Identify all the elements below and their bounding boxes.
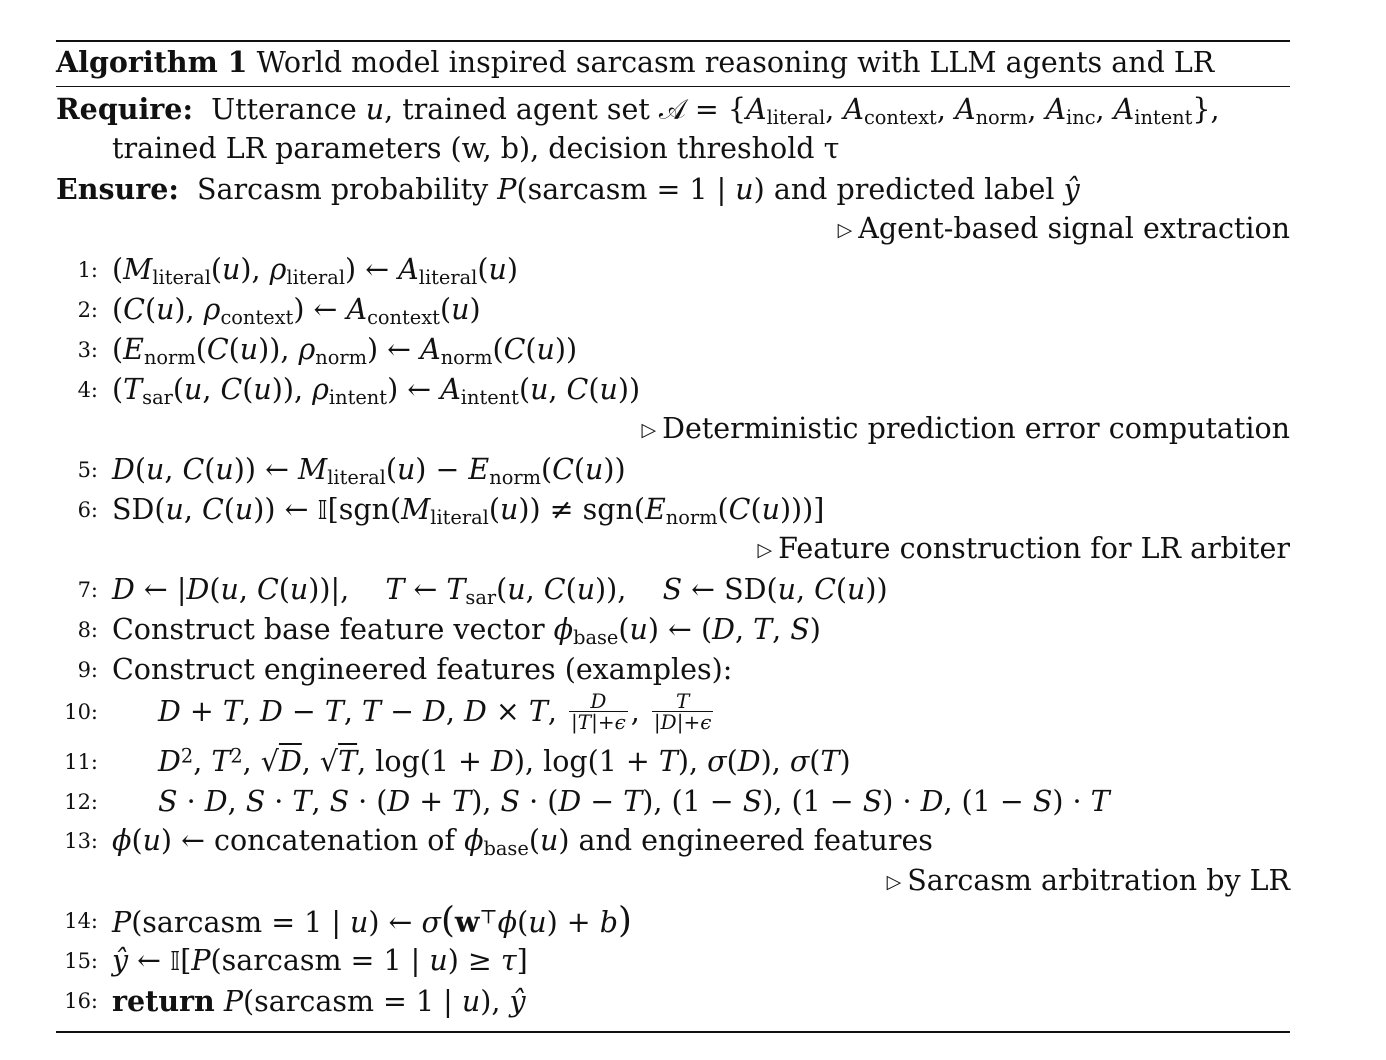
algo-line-11	[0, 742, 1386, 782]
line-statement: ŷ ← 𝕀[P(sarcasm = 1 | u) ≥ τ]	[112, 944, 528, 977]
line-number: 9:	[77, 658, 98, 682]
algo-line-1	[0, 250, 1386, 290]
algo-line-14	[0, 901, 1386, 941]
line-statement: (C(u), $\rho_{context}$) ← $A_{context}(u)$	[112, 293, 481, 329]
line-number: 10:	[64, 700, 98, 724]
fraction-t-over-d: $\frac{T}{|D|+\epsilon}$	[653, 689, 712, 734]
comment-triangle-icon: ▷	[641, 419, 657, 441]
algo-line-5	[0, 450, 1386, 490]
require-text: Utterance u, trained agent set 𝒜 = {$A_{literal}$, $A_{context}$, $A_{norm}$, $A_{inc}$, $A_{intent}$},	[202, 93, 1220, 129]
require-keyword: Require:	[56, 92, 193, 126]
algo-line-15	[0, 941, 1386, 981]
algo-line-13	[0, 821, 1386, 861]
algorithm-title: World model inspired sarcasm reasoning with LLM agents and LR	[256, 46, 1215, 79]
algorithm-caption	[0, 42, 1386, 82]
line-statement: D + T, D − T, T − D, D × T, $\frac{D}{|T|+\epsilon}$ , $\frac{T}{|D|+\epsilon}$	[158, 689, 712, 734]
line-statement: D(u, C(u)) ← $M_{literal}(u) - E_{norm}(C(u))$	[112, 453, 626, 489]
line-13-tail: and engineered features	[569, 824, 933, 857]
line-number: 16:	[64, 989, 98, 1013]
line-number: 5:	[77, 458, 98, 482]
line-number: 12:	[64, 790, 98, 814]
algorithm-label: Algorithm 1	[56, 45, 248, 79]
ensure-text: Sarcasm probability P(sarcasm = 1 | u) and predicted label ŷ	[187, 173, 1080, 206]
fraction-d-over-t: $\frac{D}{|T|+\epsilon}$	[571, 689, 626, 734]
line-statement: Construct engineered features (examples):	[112, 653, 733, 686]
ensure-line	[0, 169, 1386, 209]
algo-line-16	[0, 981, 1386, 1021]
comment-agent-signal	[0, 209, 1386, 249]
line-statement: P(sarcasm = 1 | u) ← σ(w⊤ϕ(u) + b)	[112, 900, 632, 941]
line-number: 6:	[77, 498, 98, 522]
line-statement: Construct base feature vector $\phi_{base}(u)$ ← (D, T, S)	[112, 613, 821, 649]
ensure-keyword: Ensure:	[56, 172, 179, 206]
algo-line-12	[0, 782, 1386, 822]
line-statement: S · D, S · T, S · (D + T), S · (D − T), (1 − S), (1 − S) · D, (1 − S) · T	[158, 785, 1110, 818]
require-text-2: trained LR parameters (w, b), decision threshold τ	[112, 132, 840, 165]
line-statement: return P(sarcasm = 1 | u), ŷ	[112, 984, 526, 1018]
caption-rule	[56, 86, 1290, 87]
line-13-word: concatenation of	[214, 824, 455, 857]
line-number: 1:	[77, 258, 98, 282]
line-number: 3:	[77, 338, 98, 362]
line-statement: ($M_{literal}(u)$, $\rho_{literal}$) ← $A_{literal}(u)$	[112, 253, 518, 289]
algo-line-2	[0, 290, 1386, 330]
line-number: 7:	[77, 578, 98, 602]
comment-text: Feature construction for LR arbiter	[778, 532, 1290, 565]
line-number: 11:	[64, 750, 98, 774]
line-statement: $D^2$, $T^2$, √D, √T, log(1 + D), log(1 + T), σ(D), σ(T)	[158, 744, 851, 778]
algo-line-8	[0, 610, 1386, 650]
comment-prediction-error	[0, 409, 1386, 449]
algo-line-10	[0, 689, 1386, 734]
line-number: 14:	[64, 909, 98, 933]
line-number: 15:	[64, 949, 98, 973]
require-line	[0, 89, 1386, 129]
line-number: 4:	[77, 378, 98, 402]
comment-triangle-icon: ▷	[886, 871, 902, 893]
bottom-rule	[56, 1031, 1290, 1033]
require-line-2	[0, 129, 1386, 169]
line-statement: SD(u, C(u)) ← $𝕀[sgn(M_{literal}(u)) \ne sgn(E_{norm}(C(u)))]$	[112, 493, 825, 529]
line-statement: ($E_{norm}(C(u))$, $\rho_{norm}$) ← $A_{norm}(C(u))$	[112, 333, 578, 369]
line-statement: ($T_{sar}(u$, C(u)), $\rho_{intent}$) ← $A_{intent}(u$, C(u))	[112, 373, 641, 409]
line-number: 2:	[77, 298, 98, 322]
comment-triangle-icon: ▷	[757, 539, 773, 561]
line-statement: ϕ(u) ← concatenation of $\phi_{base}(u)$ and engineered features	[112, 824, 933, 860]
comment-arbitration	[0, 861, 1386, 901]
line-statement: D ← |D(u, C(u))|, T ← $T_{sar}(u$, C(u)), S ← SD(u, C(u))	[112, 573, 888, 609]
line-number: 8:	[77, 618, 98, 642]
algo-line-3	[0, 330, 1386, 370]
return-keyword: return	[112, 984, 215, 1018]
comment-text: Deterministic prediction error computation	[662, 412, 1290, 445]
line-8-text: Construct base feature vector	[112, 613, 554, 646]
algo-line-4	[0, 370, 1386, 410]
comment-text: Sarcasm arbitration by LR	[907, 864, 1290, 897]
algo-line-9	[0, 650, 1386, 690]
line-number: 13:	[64, 829, 98, 853]
algo-line-7	[0, 570, 1386, 610]
comment-triangle-icon: ▷	[837, 219, 853, 241]
comment-feature-construction	[0, 529, 1386, 569]
algo-line-6	[0, 490, 1386, 530]
comment-text: Agent-based signal extraction	[858, 212, 1290, 245]
